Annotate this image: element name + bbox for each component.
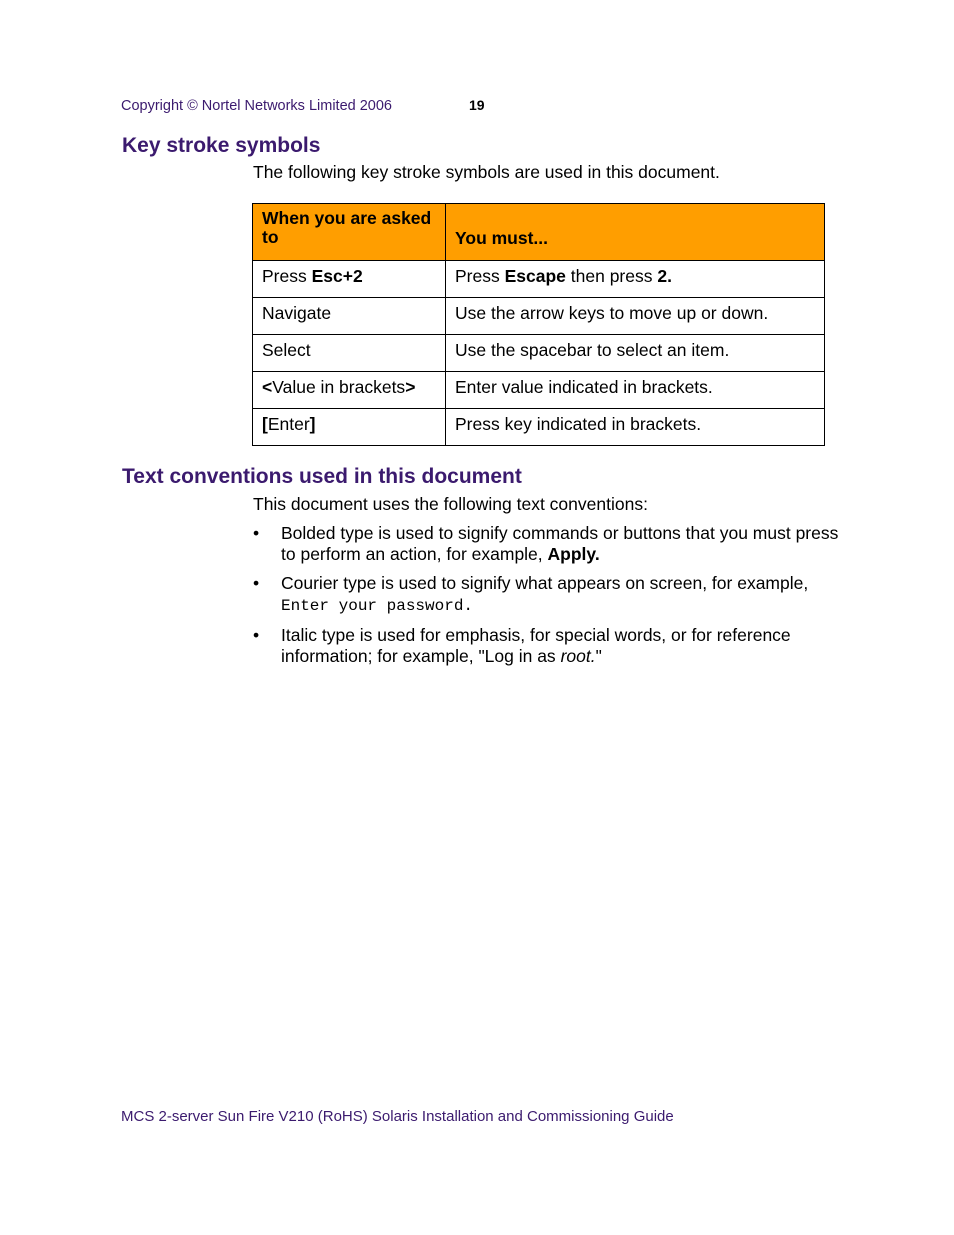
section-title-text-conventions: Text conventions used in this document: [122, 465, 522, 488]
table-row: [253, 372, 825, 409]
list-item: • Bolded type is used to signify commands or buttons that you must press to perform an action, for example, Apply.: [253, 523, 839, 564]
page-number: 19: [469, 97, 485, 113]
table-cell: Press Escape then press 2.: [446, 261, 825, 298]
table-row: [253, 335, 825, 372]
copyright-notice: Copyright © Nortel Networks Limited 2006: [121, 98, 392, 114]
section-title-key-stroke: Key stroke symbols: [122, 134, 321, 157]
table-cell: Press key indicated in brackets.: [446, 409, 825, 446]
table-row: [253, 298, 825, 335]
text-conventions-intro: This document uses the following text conventions:: [253, 494, 648, 514]
bullet-icon: •: [253, 625, 260, 645]
table-cell: Select: [253, 335, 446, 372]
table-cell: Enter value indicated in brackets.: [446, 372, 825, 409]
key-stroke-table: [252, 203, 825, 446]
list-item: • Italic type is used for emphasis, for special words, or for reference information; for example, "Log in as root.": [253, 625, 791, 666]
list-item: • Courier type is used to signify what appears on screen, for example, Enter your password.: [253, 573, 809, 615]
table-header-must: You must...: [446, 204, 825, 261]
bullet-icon: •: [253, 573, 260, 593]
table-cell: [Enter]: [253, 409, 446, 446]
bullet-icon: •: [253, 523, 260, 543]
table-cell: Press Esc+2: [253, 261, 446, 298]
key-stroke-intro: The following key stroke symbols are used in this document.: [253, 162, 720, 182]
conventions-list: [253, 523, 843, 675]
table-cell: <Value in brackets>: [253, 372, 446, 409]
table-row: [253, 409, 825, 446]
table-cell: Use the spacebar to select an item.: [446, 335, 825, 372]
table-header-row: [253, 204, 825, 261]
document-footer: MCS 2-server Sun Fire V210 (RoHS) Solaris Installation and Commissioning Guide: [121, 1108, 674, 1125]
table-cell: Use the arrow keys to move up or down.: [446, 298, 825, 335]
table-cell: Navigate: [253, 298, 446, 335]
table-row: [253, 261, 825, 298]
table-header-when: When you are asked to: [253, 204, 446, 261]
